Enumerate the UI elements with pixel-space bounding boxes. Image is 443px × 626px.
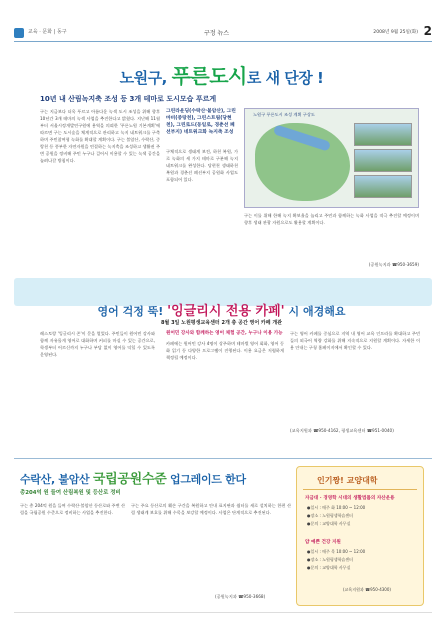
- article3-body-col1: 구는 총 204억 원을 들여 수락산·불암산 등산로와 주변 산림을 국립공원 수준으로 정비하는 사업을 추진한다.: [20, 503, 125, 515]
- map-photo: [354, 149, 412, 172]
- article3-body-col2: 구는 주요 등산로의 훼손 구간을 복원하고 안내 표지판과 쉼터를 새로 설치하는 한편 산림 생태계 보호를 위해 수목을 보강할 예정이다. 사업은 단계적으로 추진된다.: [131, 503, 291, 515]
- article1-body-col2: 구체적으로 생태계 보전, 하천 복원, 가로 녹화의 세 가지 테마로 구분해 녹지 네트워크를 완성한다. 당현천 생태하천 복원과 경춘선 폐선부지 공원화 사업도 포함되어 있다.: [166, 149, 238, 182]
- article2-body-col3: 구는 영어 카페를 중심으로 지역 내 영어 교육 인프라를 확대하고 주민들의 외국어 역량 강화를 위해 지속적으로 지원할 계획이다. 자세한 이용 안내는 구청 홈페이지에서 확인할 수 있다.: [290, 331, 420, 350]
- article2-headline: 영어 걱정 뚝! '잉글리시 전용 카페' 시 애경해요: [97, 304, 346, 319]
- header-divider: [14, 41, 432, 42]
- article2-subhead: 8월 3일 노원평생교육센터 2개 층 공간 영어 카페 개관: [161, 320, 282, 326]
- article3-subhead: 총204억 원 들여 산림복원 및 등산로 정비: [20, 490, 121, 496]
- header-title: 구정 뉴스: [204, 30, 230, 37]
- issue-date: 2008년 9월 25일(화): [373, 30, 418, 35]
- article1-highlight-text: 그린라운딩(수락산·불암산), 그린마비(중랑천), 그린스트림(당현천), 그린로드(동일로, 경춘선 폐선부지) 네트워크화 녹지축 조성: [166, 109, 236, 135]
- sidebar-course-1-info: ●문의 : 교양대학 사무실: [307, 521, 351, 526]
- sidebar-course-1-info: ●장소 : 노원평생학습센터: [307, 513, 354, 518]
- sidebar-course-2-info: ●장소 : 노원평생학습센터: [307, 557, 354, 562]
- sidebar-title: 인기짱! 교양대학: [317, 476, 378, 485]
- article1-subhead: 10년 내 산림녹지축 조성 등 3개 테마로 도시모습 푸르게: [40, 95, 217, 103]
- sidebar-course-2-info: ●일시 : 매주 목 10:00 ~ 12:00: [307, 549, 366, 554]
- article3-headline: 수락산, 불암산 국립공원수준 업그레이드 한다: [20, 472, 246, 487]
- page-bottom-line: [14, 612, 432, 613]
- map-title: 노원구 푸른도시 조성 계획 구상도: [253, 112, 315, 117]
- article2-contact: (교육지원과 ☎950-4162, 평생교육센터 ☎951-0040): [290, 428, 394, 433]
- culture-college-box: [296, 466, 424, 606]
- article3-divider: [14, 458, 432, 459]
- page-header: [14, 26, 432, 40]
- article2-body-col2: 카페에는 원어민 강사 4명이 상주하며 테마별 영어 회화, 영어 동화 읽기 등 다양한 프로그램이 진행된다. 이용 요금은 저렴하게 책정될 예정이다.: [166, 341, 284, 360]
- green-city-map: [244, 108, 419, 208]
- map-photo: [354, 123, 412, 146]
- map-photo: [354, 175, 412, 198]
- article1-highlight-box: [166, 108, 238, 146]
- article1-headline: 노원구, 푸른도시로 새 단장 !: [119, 64, 324, 88]
- sidebar-course-2: 얌 예쁜 건강 지원: [305, 540, 341, 545]
- sidebar-contact: (교육지원과 ☎950-4300): [343, 587, 391, 592]
- article2-highlight-text: 원어민 강사와 함께하는 영어 체험 공간, 누구나 이용 가능: [166, 331, 283, 336]
- article1-contact: (공원녹지과 ☎950-3659): [368, 262, 419, 267]
- map-photo-strip: [354, 123, 412, 201]
- article3-contact: (공원녹지과 ☎950-3668): [215, 594, 266, 599]
- section-label: 교육 · 문화 | 동구: [28, 29, 67, 35]
- article1-body-col1: 구는 지금보다 더욱 푸르고 아름다운 녹색 도시 조성을 위해 향후 10년간 3개 테마의 녹색 사업을 추진한다고 밝혔다. 지난해 11월부터 서울시정개발연구원에 용역을 의뢰한 '푸른노원 기본계획'에 따르면 구는 도시숲을 체계적으로 관리하고 녹지 네트워크를 구축하며 주민참여형 녹화를 확대할 계획이다. 구는 불암산, 수락산, 중랑천 등 풍부한 자연자원을 연결하는 녹지축을 조성하고 생활권 주변 공원을 정비해 주민 누구나 걸어서 이용할 수 있는 녹색 공간을 늘려나갈 방침이다.: [40, 109, 160, 163]
- sidebar-course-1: 자금대 · 경영학 시대의 생활법률의 자산운용: [305, 496, 395, 501]
- sidebar-divider: [303, 489, 417, 490]
- sidebar-course-1-info: ●일시 : 매주 화 10:00 ~ 12:00: [307, 505, 366, 510]
- sidebar-course-2-info: ●문의 : 교양대학 사무실: [307, 565, 351, 570]
- article2-body-col1: 레스토랑 '잉글리시 존'이 문을 열었다. 주민들이 원어민 강사와 함께 자유롭게 영어로 대화하며 커피를 마실 수 있는 공간으로, 학생부터 어르신까지 누구나 부담 없이 영어를 익힐 수 있도록 운영된다.: [40, 331, 155, 357]
- section-icon: [14, 28, 24, 38]
- page-number: 2: [423, 24, 432, 38]
- article1-body-col3: 구는 이를 위해 한해 녹지 확보율을 늘리고 주민과 함께하는 녹화 사업을 적극 추진할 예정이며 향후 생태 관광 자원으로도 활용할 계획이다.: [244, 213, 419, 225]
